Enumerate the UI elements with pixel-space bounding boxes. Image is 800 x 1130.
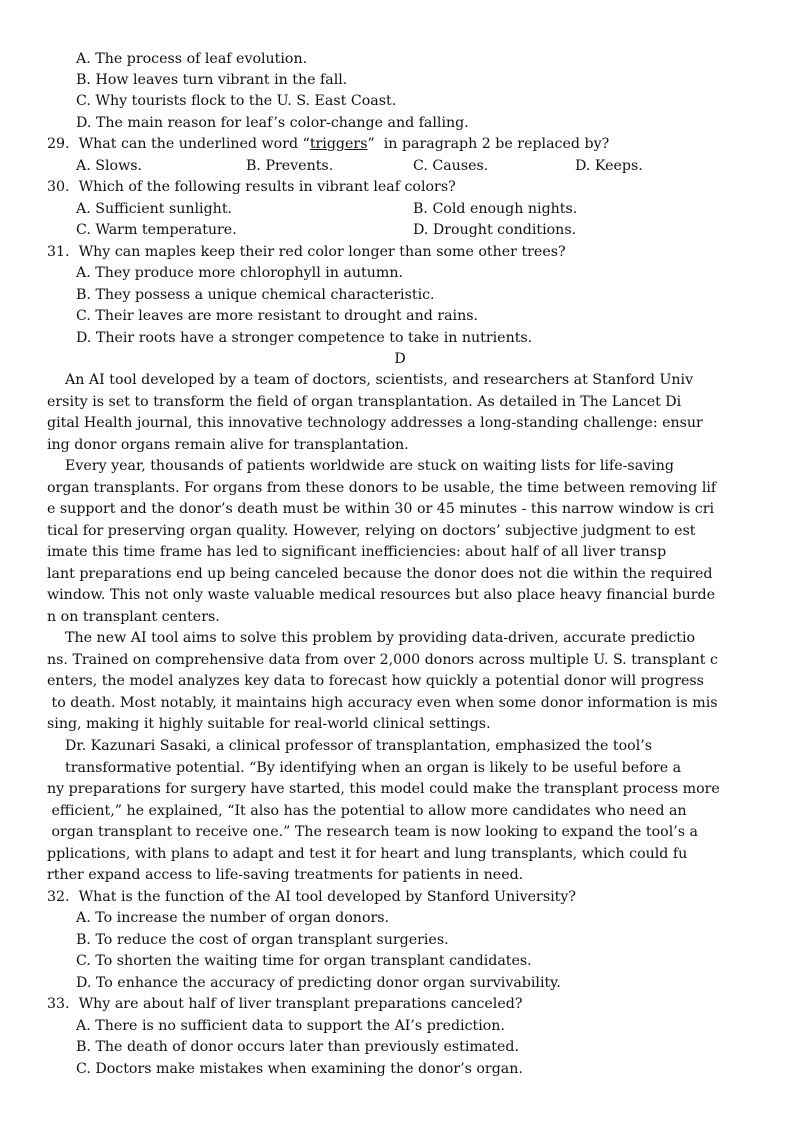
passage-line: ny preparations for surgery have started, this model could make the transplant process more bbox=[47, 781, 720, 797]
q29-stem-post: ” in paragraph 2 be replaced by? bbox=[367, 136, 610, 152]
passage-heading: D bbox=[394, 351, 406, 367]
passage-line: n on transplant centers. bbox=[47, 609, 220, 625]
q29-stem-pre: 29. What can the underlined word “ bbox=[47, 136, 310, 152]
q28-option-a[interactable]: A. The process of leaf evolution. bbox=[76, 51, 308, 67]
q31-option-b[interactable]: B. They possess a unique chemical characteristic. bbox=[76, 287, 435, 303]
q31-option-c[interactable]: C. Their leaves are more resistant to drought and rains. bbox=[76, 308, 479, 324]
passage-line: sing, making it highly suitable for real-world clinical settings. bbox=[47, 716, 491, 732]
q33-stem: 33. Why are about half of liver transplant preparations canceled? bbox=[47, 996, 523, 1012]
passage-line: to death. Most notably, it maintains high accuracy even when some donor information is mis bbox=[47, 695, 718, 711]
q29-option-d[interactable]: D. Keeps. bbox=[575, 158, 643, 174]
passage-line: gital Health journal, this innovative technology addresses a long-standing challenge: ensur bbox=[47, 415, 703, 431]
passage-line: ersity is set to transform the field of organ transplantation. As detailed in The Lancet Di bbox=[47, 394, 682, 410]
q33-option-c[interactable]: C. Doctors make mistakes when examining the donor’s organ. bbox=[76, 1061, 523, 1077]
passage-line: ing donor organs remain alive for transplantation. bbox=[47, 437, 409, 453]
passage-line: transformative potential. “By identifying when an organ is likely to be useful before a bbox=[47, 760, 682, 776]
q30-option-c[interactable]: C. Warm temperature. bbox=[76, 222, 237, 238]
passage-line: efficient,” he explained, “It also has the potential to allow more candidates who need an bbox=[47, 803, 687, 819]
q30-option-a[interactable]: A. Sufficient sunlight. bbox=[76, 201, 233, 217]
passage-line: imate this time frame has led to significant inefficiencies: about half of all liver transp bbox=[47, 544, 667, 560]
q30-stem: 30. Which of the following results in vibrant leaf colors? bbox=[47, 179, 456, 195]
passage-line: pplications, with plans to adapt and test it for heart and lung transplants, which could fu bbox=[47, 846, 688, 862]
passage-line: rther expand access to life-saving treatments for patients in need. bbox=[47, 867, 524, 883]
passage-line: window. This not only waste valuable medical resources but also place heavy financial burde bbox=[47, 587, 715, 603]
passage-line: Dr. Kazunari Sasaki, a clinical professor of transplantation, emphasized the tool’s bbox=[47, 738, 653, 754]
q29-option-b[interactable]: B. Prevents. bbox=[246, 158, 334, 174]
passage-line: lant preparations end up being canceled because the donor does not die within the required bbox=[47, 566, 713, 582]
q32-option-a[interactable]: A. To increase the number of organ donors. bbox=[76, 910, 390, 926]
passage-line: The new AI tool aims to solve this problem by providing data-driven, accurate predictio bbox=[47, 630, 696, 646]
q32-option-c[interactable]: C. To shorten the waiting time for organ transplant candidates. bbox=[76, 953, 532, 969]
q32-option-d[interactable]: D. To enhance the accuracy of predicting donor organ survivability. bbox=[76, 975, 561, 991]
q32-stem: 32. What is the function of the AI tool developed by Stanford University? bbox=[47, 889, 576, 905]
q29-option-a[interactable]: A. Slows. bbox=[76, 158, 142, 174]
q31-option-d[interactable]: D. Their roots have a stronger competence to take in nutrients. bbox=[76, 330, 533, 346]
q32-option-b[interactable]: B. To reduce the cost of organ transplant surgeries. bbox=[76, 932, 449, 948]
passage-line: enters, the model analyzes key data to forecast how quickly a potential donor will progress bbox=[47, 673, 704, 689]
passage-line: organ transplant to receive one.” The research team is now looking to expand the tool’s a bbox=[47, 824, 698, 840]
passage-line: An AI tool developed by a team of doctors, scientists, and researchers at Stanford Univ bbox=[47, 372, 694, 388]
q28-option-b[interactable]: B. How leaves turn vibrant in the fall. bbox=[76, 72, 348, 88]
q30-option-b[interactable]: B. Cold enough nights. bbox=[413, 201, 578, 217]
passage-line: ns. Trained on comprehensive data from over 2,000 donors across multiple U. S. transplant c bbox=[47, 652, 718, 668]
q33-option-a[interactable]: A. There is no sufficient data to support the AI’s prediction. bbox=[76, 1018, 505, 1034]
passage-line: tical for preserving organ quality. However, relying on doctors’ subjective judgment to est bbox=[47, 523, 696, 539]
q31-option-a[interactable]: A. They produce more chlorophyll in autumn. bbox=[76, 265, 403, 281]
q30-option-d[interactable]: D. Drought conditions. bbox=[413, 222, 577, 238]
passage-line: e support and the donor’s death must be within 30 or 45 minutes - this narrow window is cri bbox=[47, 501, 715, 517]
q33-option-b[interactable]: B. The death of donor occurs later than previously estimated. bbox=[76, 1039, 519, 1055]
q31-stem: 31. Why can maples keep their red color longer than some other trees? bbox=[47, 244, 566, 260]
q29-option-c[interactable]: C. Causes. bbox=[413, 158, 489, 174]
q28-option-c[interactable]: C. Why tourists flock to the U. S. East Coast. bbox=[76, 93, 397, 109]
q29-stem bbox=[47, 134, 609, 154]
passage-line: Every year, thousands of patients worldwide are stuck on waiting lists for life-saving bbox=[47, 458, 674, 474]
passage-line: organ transplants. For organs from these donors to be usable, the time between removing lif bbox=[47, 480, 717, 496]
q28-option-d[interactable]: D. The main reason for leaf’s color-change and falling. bbox=[76, 115, 469, 131]
q29-stem-word: triggers bbox=[309, 136, 368, 152]
